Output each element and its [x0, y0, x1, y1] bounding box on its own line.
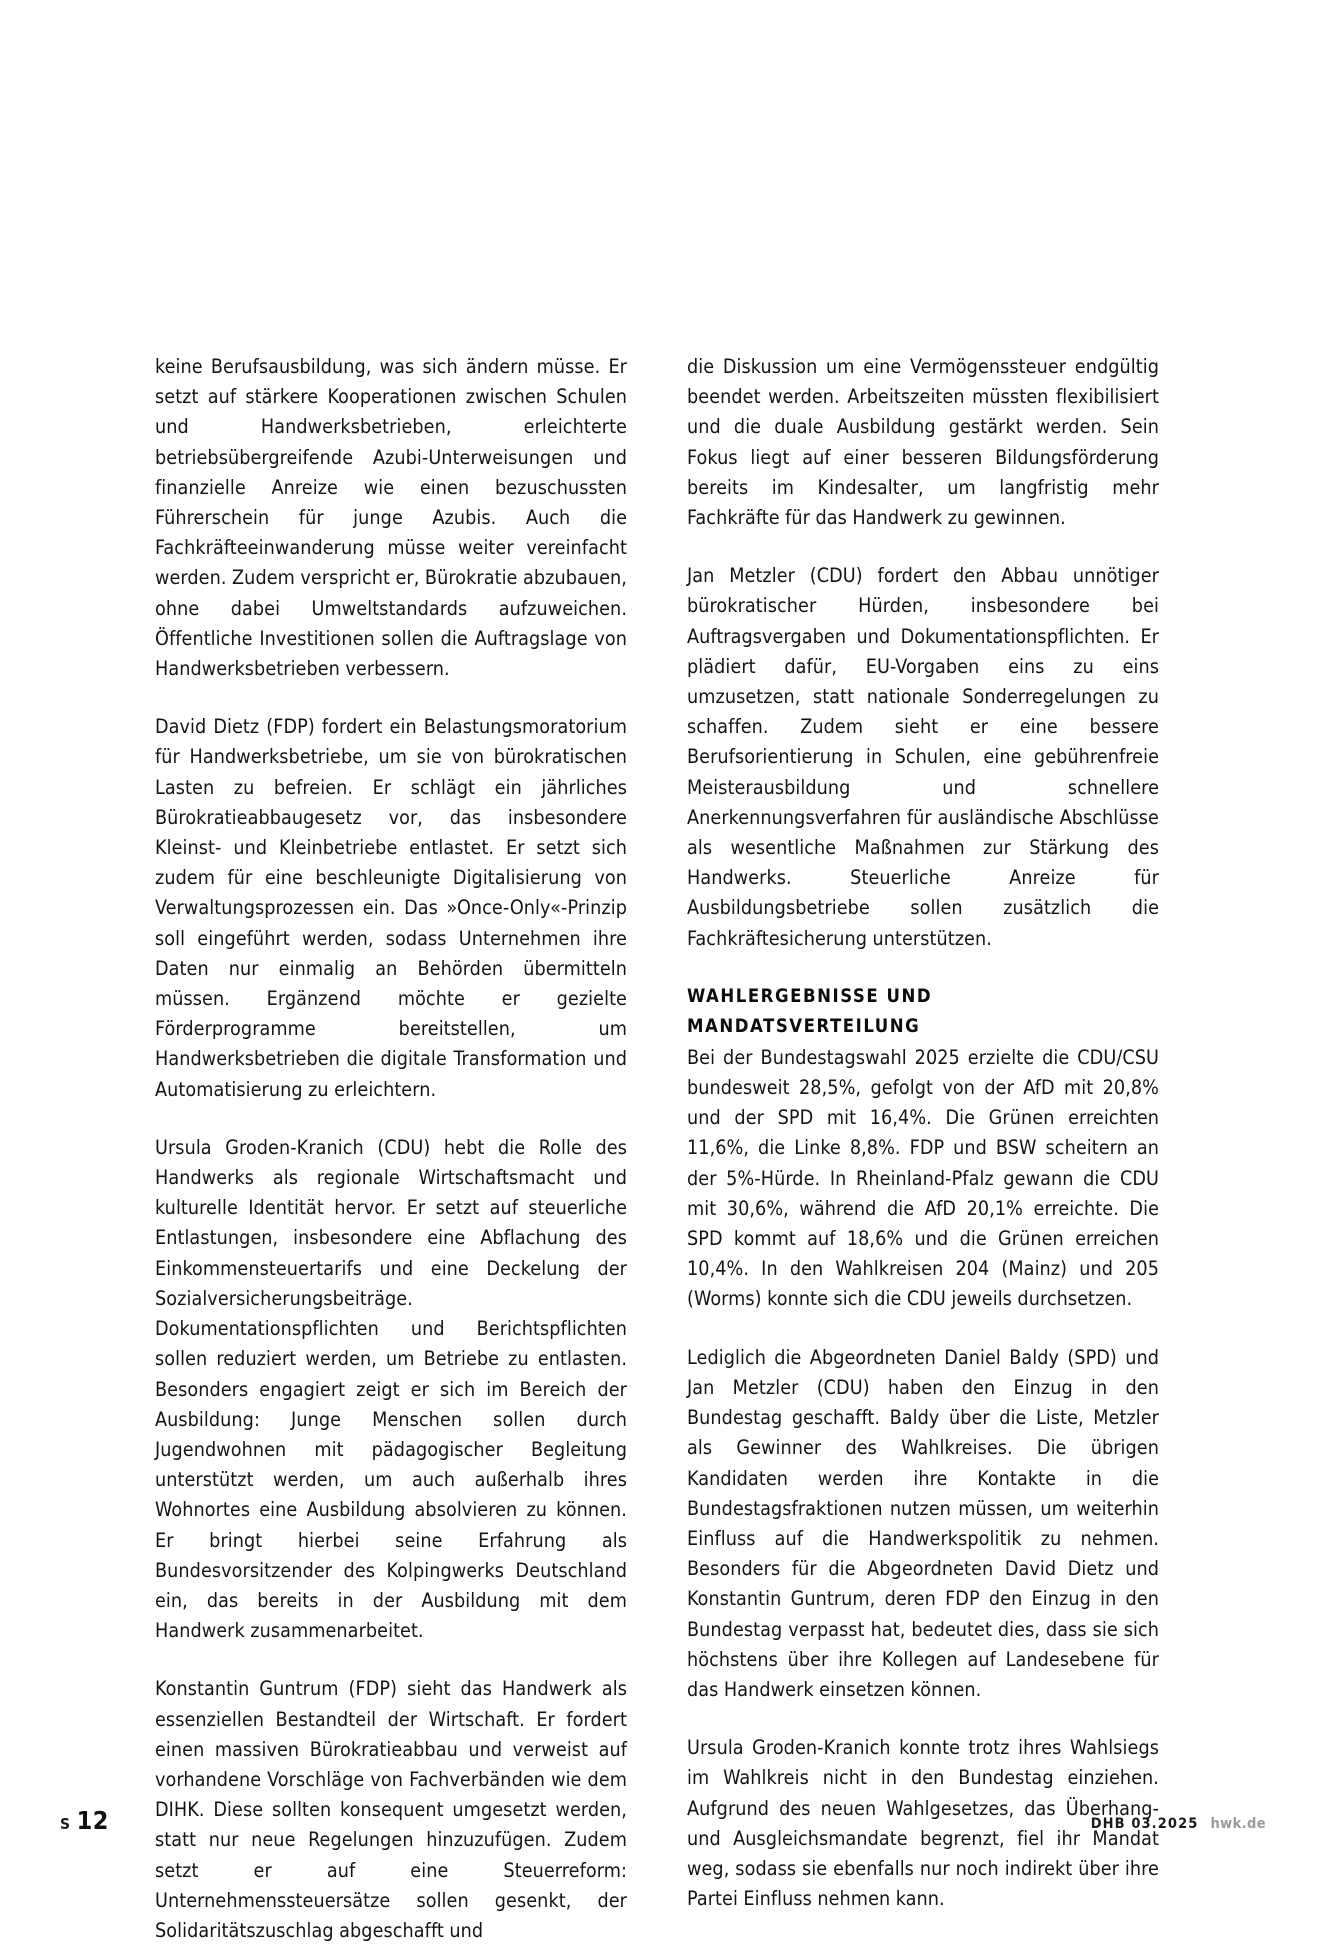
- paragraph: Ursula Groden-Kranich (CDU) hebt die Rolle des Handwerks als regionale Wirtschaftsmacht und kulturelle Identität hervor. Er setzt auf steuerliche Entlastungen, insbesondere eine Abflachung des Einkommensteuertarifs und eine Deckelung der Sozialversicherungsbeiträge. Dokumentationspflichten und Berichtspflichten sollen reduziert werden, um Betriebe zu entlasten. Besonders engagiert zeigt er sich im Bereich der Ausbildung: Junge Menschen sollen durch Jugendwohnen mit pädagogischer Begleitung unterstützt werden, um auch außerhalb ihres Wohnortes eine Ausbildung absolvieren zu können. Er bringt hierbei seine Erfahrung als Bundesvorsitzender des Kolpingwerks Deutschland ein, das bereits in der Ausbildung mit dem Handwerk zusammenarbeitet.: [155, 1135, 627, 1643]
- paragraph: Bei der Bundestagswahl 2025 erzielte die CDU/CSU bundesweit 28,5%, gefolgt von der AfD mit 20,8% und der SPD mit 16,4%. Die Grünen erreichten 11,6%, die Linke 8,8%. FDP und BSW scheitern an der 5%-Hürde. In Rheinland-Pfalz gewann die CDU mit 30,6%, während die AfD 20,1% erreichte. Die SPD kommt auf 18,6% und die Grünen erreichen 10,4%. In den Wahlkreisen 204 (Mainz) und 205 (Worms) konnte sich die CDU jeweils durchsetzen.: [687, 1045, 1159, 1311]
- paragraph: David Dietz (FDP) fordert ein Belastungsmoratorium für Handwerksbetriebe, um sie von bürokratischen Lasten zu befreien. Er schlägt ein jährliches Bürokratieabbaugesetz vor, das insbesondere Kleinst- und Kleinbetriebe entlastet. Er setzt sich zudem für eine beschleunigte Digitalisierung von Verwaltungsprozessen ein. Das »Once-Only«-Prinzip soll eingeführt werden, sodass Unternehmen ihre Daten nur einmalig an Behörden übermitteln müssen. Ergänzend möchte er gezielte Förderprogramme bereitstellen, um Handwerksbetrieben die digitale Transformation und Automatisierung zu erleichtern.: [155, 715, 627, 1101]
- website-label: hwk.de: [1210, 1816, 1266, 1832]
- section-wahlergebnisse: [687, 982, 1159, 1315]
- footer-imprint: [1091, 1816, 1266, 1832]
- paragraph: Jan Metzler (CDU) fordert den Abbau unnötiger bürokratischer Hürden, insbesondere bei Auftragsvergaben und Dokumentationspflichten. Er plädiert dafür, EU-Vorgaben eins zu eins umzusetzen, statt nationale Sonderregelungen zu schaffen. Zudem sieht er eine bessere Berufsorientierung in Schulen, eine gebührenfreie Meisterausbildung und schnellere Anerkennungsverfahren für ausländische Abschlüsse als wesentliche Maßnahmen zur Stärkung des Handwerks. Steuerliche Anreize für Ausbildungsbetriebe sollen zusätzlich die Fachkräftesicherung unterstützen.: [687, 564, 1159, 950]
- section-heading: WAHLERGEBNISSE UND MANDATSVERTEILUNG: [687, 985, 933, 1037]
- paragraph: Konstantin Guntrum (FDP) sieht das Handwerk als essenziellen Bestandteil der Wirtschaft. Er fordert einen massiven Bürokratieabbau und verweist auf vorhandene Vorschläge von Fachverbänden wie dem DIHK. Diese sollten konsequent umgesetzt werden, statt nur neue Regelungen hinzuzufügen. Zudem setzt er auf eine Steuerreform: Unternehmenssteuersätze sollen gesenkt, der Solidaritätszuschlag abgeschafft und: [155, 1677, 627, 1942]
- article-columns: [155, 352, 1160, 1946]
- paragraph: die Diskussion um eine Vermögenssteuer endgültig beendet werden. Arbeitszeiten müssten flexibilisiert und die duale Ausbildung gestärkt werden. Sein Fokus liegt auf einer besseren Bildungsförderung bereits im Kindesalter, um langfristig mehr Fachkräfte für das Handwerk zu gewinnen.: [687, 355, 1159, 530]
- paragraph: keine Berufsausbildung, was sich ändern müsse. Er setzt auf stärkere Kooperationen zwischen Schulen und Handwerksbetrieben, erleichterte betriebsübergreifende Azubi-Unterweisungen und finanzielle Anreize wie einen bezuschussten Führerschein für junge Azubis. Auch die Fachkräfteeinwanderung müsse weiter vereinfacht werden. Zudem verspricht er, Bürokratie abzubauen, ohne dabei Umweltstandards aufzuweichen. Öffentliche Investitionen sollen die Auftragslage von Handwerksbetrieben verbessern.: [155, 355, 627, 681]
- folio-prefix: S: [60, 1815, 71, 1833]
- page-footer: [0, 1806, 1326, 1835]
- paragraph: Lediglich die Abgeordneten Daniel Baldy (SPD) und Jan Metzler (CDU) haben den Einzug in den Bundestag geschafft. Baldy über die Liste, Metzler als Gewinner des Wahlkreises. Die übrigen Kandidaten werden ihre Kontakte in die Bundestagsfraktionen nutzen müssen, um weiterhin Einfluss auf die Handwerkspolitik zu nehmen. Besonders für die Abgeordneten David Dietz und Konstantin Guntrum, deren FDP den Einzug in den Bundestag verpasst hat, bedeutet dies, dass sie sich höchstens über ihre Kollegen auf Landesebene für das Handwerk einsetzen können.: [687, 1345, 1159, 1701]
- folio: [60, 1806, 109, 1835]
- column-left: [155, 352, 627, 1946]
- page-number: 12: [76, 1806, 109, 1835]
- issue-label: DHB 03.2025: [1090, 1816, 1199, 1832]
- paragraph: Ursula Groden-Kranich konnte trotz ihres Wahlsiegs im Wahlkreis nicht in den Bundestag einziehen. Aufgrund des neuen Wahlgesetzes, das Überhang- und Ausgleichsmandate begrenzt, fiel ihr Mandat weg, sodass sie ebenfalls nur noch indirekt über ihre Partei Einfluss nehmen kann.: [687, 1736, 1159, 1911]
- column-right: [687, 352, 1159, 1914]
